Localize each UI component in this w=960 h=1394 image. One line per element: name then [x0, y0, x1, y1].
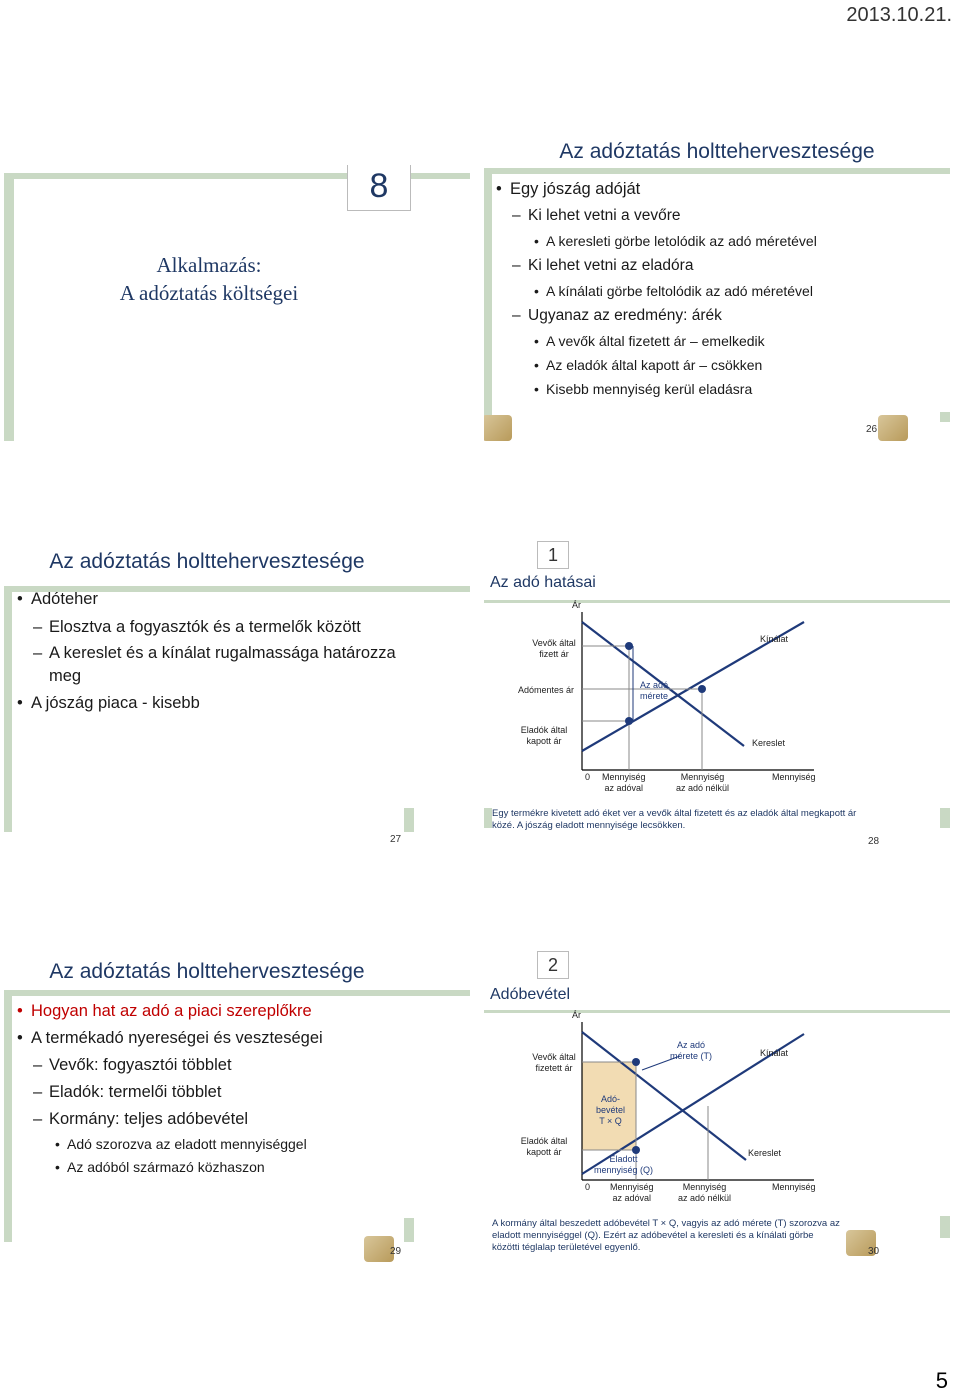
label-line: Adó-: [601, 1094, 621, 1104]
slide-number: 29: [390, 1246, 402, 1257]
tax-effect-diagram: [484, 538, 950, 854]
label-line: Mennyiség: [682, 1182, 727, 1192]
seller-price-point: [625, 717, 633, 725]
slide-26: [484, 132, 950, 442]
slide-29: [4, 952, 470, 1264]
q-tax-label: [610, 1182, 654, 1204]
label-line: T × Q: [599, 1116, 622, 1126]
page-number: 5: [935, 1368, 948, 1393]
slide-number: 28: [868, 836, 880, 847]
buyer-price-point: [632, 1058, 640, 1066]
label-line: Az adó: [676, 1040, 706, 1050]
label-line: Mennyiség: [602, 772, 646, 782]
label-line: mérete (T): [670, 1051, 713, 1061]
label-line: mérete: [640, 691, 669, 701]
bullet: • Egy jószág adóját: [510, 180, 640, 199]
slide-title: Az adóztatás holttehervesztesége: [49, 960, 365, 983]
bullet: • A kínálati görbe feltolódik az adó méretével: [546, 283, 813, 299]
label-line: az adóval: [604, 783, 644, 793]
slide-frame: [4, 542, 470, 832]
bullet: • A jószág piaca - kisebb: [31, 694, 200, 713]
cover-title-line2: A adóztatás költségei: [119, 281, 299, 305]
bullet: – Vevők: fogyasztói többlet: [49, 1056, 232, 1075]
label-line: Eladott: [609, 1154, 638, 1164]
bullet: – A kereslet és a kínálat rugalmassága határozza: [49, 644, 396, 663]
supply-label: Kínálat: [760, 634, 789, 644]
label-line: fizetett ár: [535, 1063, 573, 1073]
bullet: • A termékadó nyereségei és veszteségei: [31, 1029, 323, 1048]
origin-label: 0: [585, 772, 591, 782]
bullet: • A vevők által fizetett ár – emelkedik: [546, 333, 765, 349]
slide-28: [484, 538, 950, 854]
label-line: kapott ár: [526, 1147, 562, 1157]
tax-size-label: [640, 680, 668, 702]
label-line: Az adó: [640, 680, 669, 690]
slide-number: 30: [868, 1246, 880, 1257]
label-line: Mennyiség: [680, 772, 725, 782]
demand-label: Kereslet: [748, 1148, 782, 1158]
cover-title-line1: Alkalmazás:: [156, 253, 262, 277]
slide-number-box: 8: [347, 165, 411, 211]
label-line: bevétel: [596, 1105, 626, 1115]
label-line: Vevők által: [532, 638, 576, 648]
label-line: kapott ár: [526, 736, 562, 746]
diagram-title: Adóbevétel: [490, 986, 571, 1003]
slide-number: 26: [866, 424, 878, 435]
y-axis-label: Ár: [572, 600, 581, 610]
buyers-price-label: [524, 638, 584, 660]
diagram-caption: A kormány által beszedett adóbevétel T × Q, vagyis az adó mérete (T) szorozva az eladott mennyiséggel (Q). Ezért az adóbevétel a keresleti és a kínálati görbe közötti téglalap területével egyenlő.: [492, 1218, 840, 1253]
x-axis-label: Mennyiség: [772, 1182, 816, 1192]
label-line: Eladók által: [520, 1136, 568, 1146]
tax-size-label: [670, 1040, 712, 1062]
bullet: – Eladók: termelői többlet: [49, 1083, 221, 1102]
bullet: • Adó szorozva az eladott mennyiséggel: [67, 1136, 307, 1152]
demand-label: Kereslet: [752, 738, 786, 748]
diagram-caption: Egy termékre kivetett adó éket ver a vevők által fizetett és az eladók által megkapott ár közé. A jószág eladott mennyisége lecsökken.: [492, 808, 857, 831]
slide-box-number: 1: [537, 541, 569, 569]
bullet-continuation: meg: [49, 667, 82, 685]
slide-title: Az adóztatás holttehervesztesége: [49, 550, 365, 573]
bullet: • Adóteher: [31, 590, 98, 609]
bullet: – Kormány: teljes adóbevétel: [49, 1110, 248, 1129]
label-line: az adó nélkül: [678, 1193, 732, 1203]
tax-revenue-diagram: [484, 948, 950, 1264]
diagram-title: Az adó hatásai: [490, 574, 596, 591]
label-line: az adó nélkül: [676, 783, 730, 793]
bullet: • Kisebb mennyiség kerül eladásra: [546, 381, 752, 397]
label-line: az adóval: [612, 1193, 652, 1203]
bullet: • Az eladók által kapott ár – csökken: [546, 357, 762, 373]
sold-quantity-label: [594, 1154, 653, 1176]
slide-27: [4, 542, 470, 854]
bullet: • Az adóból származó közhaszon: [67, 1159, 265, 1175]
slide-30: [484, 948, 950, 1264]
q-notax-label: [676, 772, 729, 794]
slide-title: Az adóztatás holttehervesztesége: [559, 140, 875, 163]
buyer-price-point: [625, 642, 633, 650]
label-line: mennyiség (Q): [594, 1165, 654, 1175]
decorative-image: [878, 415, 908, 441]
slide-frame: [484, 132, 950, 422]
tax-revenue-label: [596, 1094, 625, 1127]
taxfree-price-label: Adómentes ár: [517, 685, 575, 695]
label-line: fizett ár: [539, 649, 569, 659]
decorative-image: [484, 415, 512, 441]
seller-price-point: [632, 1146, 640, 1154]
equilibrium-point: [698, 685, 706, 693]
bullet: – Ki lehet vetni a vevőre: [528, 207, 681, 225]
supply-label: Kínálat: [760, 1048, 789, 1058]
label-line: Vevők által: [532, 1052, 576, 1062]
x-axis-label: Mennyiség: [772, 772, 816, 782]
label-line: Eladók által: [520, 725, 568, 735]
bullet: – Elosztva a fogyasztók és a termelők között: [49, 618, 361, 637]
sellers-price-label: [514, 1136, 574, 1158]
slide-number: 27: [390, 834, 402, 845]
q-tax-label: [602, 772, 646, 794]
slide-cover: [4, 165, 470, 441]
bullet: • A keresleti görbe letolódik az adó méretével: [546, 233, 817, 249]
label-line: Mennyiség: [610, 1182, 654, 1192]
slide-box-number: 2: [537, 951, 569, 979]
buyers-price-label: [524, 1052, 584, 1074]
q-notax-label: [678, 1182, 731, 1204]
bullet: – Ugyanaz az eredmény: árék: [528, 307, 722, 325]
origin-label: 0: [585, 1182, 591, 1192]
bullet: – Ki lehet vetni az eladóra: [528, 257, 693, 275]
sellers-price-label: [514, 725, 574, 747]
page-date: 2013.10.21.: [846, 4, 952, 26]
bullet-highlight: • Hogyan hat az adó a piaci szereplőkre: [31, 1002, 312, 1021]
y-axis-label: Ár: [572, 1010, 581, 1020]
